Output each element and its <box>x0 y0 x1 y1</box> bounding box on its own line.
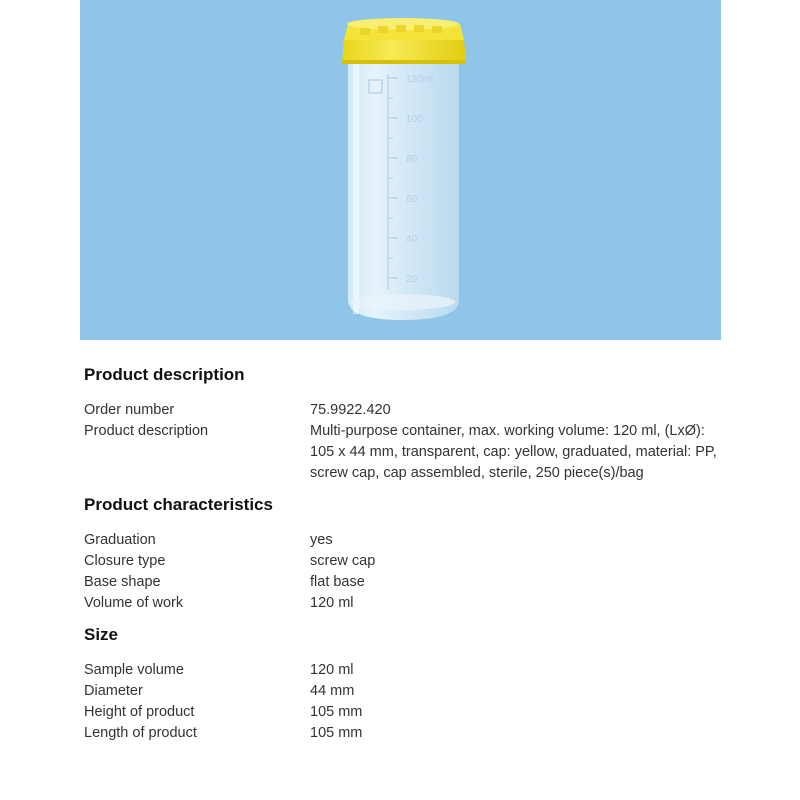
detail-label: Volume of work <box>84 595 184 611</box>
container-base <box>351 294 455 310</box>
svg-text:80: 80 <box>406 154 418 165</box>
detail-row-graduation <box>84 530 724 551</box>
container-body <box>348 62 459 320</box>
detail-label: Closure type <box>84 553 166 569</box>
section-product-characteristics <box>84 492 724 614</box>
detail-label: Sample volume <box>84 662 184 678</box>
detail-row-product-description <box>84 421 724 484</box>
container-highlight <box>353 64 359 314</box>
detail-value: flat base <box>310 574 365 590</box>
section-product-description <box>84 362 724 484</box>
section-title: Product description <box>84 365 245 384</box>
container-illustration <box>80 0 721 340</box>
detail-label: Product description <box>84 423 209 439</box>
svg-text:60: 60 <box>406 194 418 205</box>
detail-row-closure-type <box>84 551 724 572</box>
detail-label: Base shape <box>84 574 161 590</box>
svg-text:100: 100 <box>406 114 423 125</box>
product-image <box>80 0 721 340</box>
detail-label: Height of product <box>84 704 195 720</box>
detail-value: 120 ml <box>310 662 354 678</box>
detail-label: Graduation <box>84 532 156 548</box>
detail-label: Order number <box>84 402 175 418</box>
detail-value: yes <box>310 532 333 548</box>
detail-row-order-number <box>84 400 724 421</box>
detail-value: 105 mm <box>310 704 363 720</box>
detail-row-diameter <box>84 681 724 702</box>
detail-row-volume-of-work <box>84 593 724 614</box>
detail-value: 120 ml <box>310 595 354 611</box>
section-title: Product characteristics <box>84 495 273 514</box>
svg-text:20: 20 <box>406 274 418 285</box>
detail-row-height-of-product <box>84 702 724 723</box>
detail-value: 75.9922.420 <box>310 402 391 418</box>
detail-value: screw cap <box>310 553 376 569</box>
detail-value: 44 mm <box>310 683 355 699</box>
detail-value: 105 mm <box>310 725 363 741</box>
detail-row-length-of-product <box>84 723 724 744</box>
product-details <box>84 362 724 752</box>
svg-text:120ml: 120ml <box>406 74 434 85</box>
detail-value: Multi-purpose container, max. working volume: 120 ml, (LxØ): 105 x 44 mm, transparent, cap: yellow, graduated, material: PP, screw cap, cap assembled, sterile, 250 piece(s)/bag <box>310 423 717 481</box>
detail-label: Length of product <box>84 725 197 741</box>
detail-label: Diameter <box>84 683 143 699</box>
detail-row-base-shape <box>84 572 724 593</box>
section-title: Size <box>84 625 119 644</box>
yellow-screw-cap <box>342 18 466 64</box>
section-size <box>84 622 724 744</box>
svg-text:40: 40 <box>406 234 418 245</box>
detail-row-sample-volume <box>84 660 724 681</box>
